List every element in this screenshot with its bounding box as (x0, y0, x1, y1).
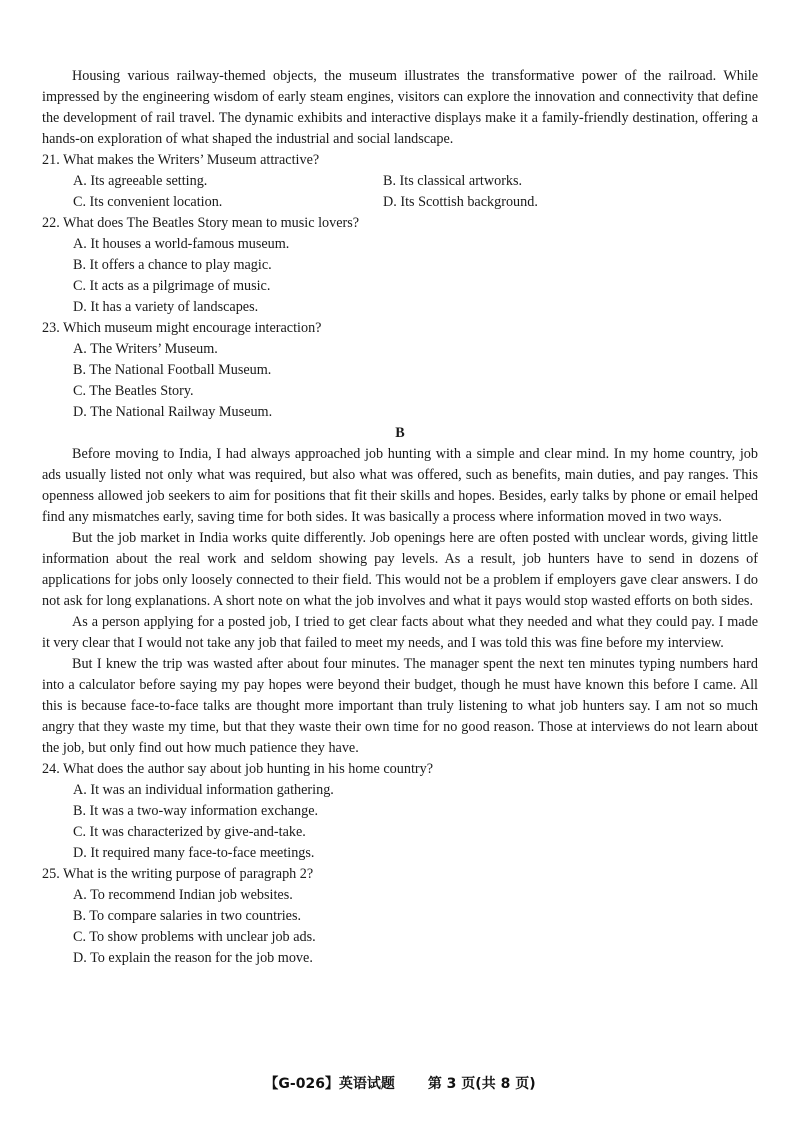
question-24-option-c: C. It was characterized by give-and-take. (73, 824, 306, 840)
passage-b-paragraph-4: But I knew the trip was wasted after about four minutes. The manager spent the next ten minutes typing numbers hard into a calculator before saying my pay hopes were beyond their budget, though he must have known this before I came. All this is because face-to-face talks are thought more important than truly listening to what job hunters say. I am not so much angry that they waste my time, but that they waste their own time for no good reason. Those at interviews do not learn about the job, but only find out how much patience they have. (42, 656, 758, 756)
question-25-option-b: B. To compare salaries in two countries. (73, 908, 302, 924)
question-25-option-c: C. To show problems with unclear job ads. (73, 929, 316, 945)
passage-b-paragraph-3: As a person applying for a posted job, I tried to get clear facts about what they needed and what they could pay. I made it very clear that I would not take any job that failed to meet my needs, and I was told this was fine before my interview. (42, 614, 758, 651)
question-21-options-row-1 (42, 171, 758, 192)
passage-b-paragraph-2: But the job market in India works quite differently. Job openings here are often posted with unclear words, giving little information about the real work and seldom showing pay levels. As a result, job hunters have to send in dozens of applications for jobs only loosely connected to their field. This would not be a problem if employers gave clear answers. I do not ask for long explanations. A short note on what the job involves and what it pays would stop wasted efforts on both sides. (42, 530, 758, 609)
question-23-option-a: A. The Writers’ Museum. (73, 341, 218, 357)
question-23-option-d: D. The National Railway Museum. (73, 404, 273, 420)
section-heading-b: B (395, 425, 405, 441)
question-21-option-a: A. Its agreeable setting. (73, 173, 208, 189)
question-21-option-d: D. Its Scottish background. (383, 194, 538, 210)
question-25-option-d: D. To explain the reason for the job move. (73, 950, 313, 966)
question-22-option-c: C. It acts as a pilgrimage of music. (73, 278, 271, 294)
intro-paragraph: Housing various railway-themed objects, the museum illustrates the transformative power of the railroad. While impressed by the engineering wisdom of early steam engines, visitors can explore the innovation and connectivity that define the development of rail travel. The dynamic exhibits and interactive displays make it a family-friendly destination, offering a hands-on exploration of what shaped the industrial and social landscape. (42, 68, 758, 147)
question-25-stem: 25. What is the writing purpose of paragraph 2? (42, 866, 314, 882)
page-footer (0, 1073, 800, 1093)
question-24-option-d: D. It required many face-to-face meetings. (73, 845, 315, 861)
question-24-option-b: B. It was a two-way information exchange. (73, 803, 319, 819)
question-21-option-c: C. Its convenient location. (73, 194, 223, 210)
page-number: 第 3 页(共 8 页) (427, 1076, 536, 1092)
exam-code: 【G-026】英语试题 (264, 1076, 395, 1092)
question-22-option-a: A. It houses a world-famous museum. (73, 236, 290, 252)
question-25-option-a: A. To recommend Indian job websites. (73, 887, 293, 903)
question-24-option-a: A. It was an individual information gathering. (73, 782, 334, 798)
question-24-stem: 24. What does the author say about job hunting in his home country? (42, 761, 434, 777)
question-21-options-row-2 (42, 192, 758, 213)
question-22-option-b: B. It offers a chance to play magic. (73, 257, 272, 273)
question-21-stem: 21. What makes the Writers’ Museum attractive? (42, 152, 320, 168)
question-23-option-b: B. The National Football Museum. (73, 362, 272, 378)
passage-b-paragraph-1: Before moving to India, I had always approached job hunting with a simple and clear mind. In my home country, job ads usually listed not only what was required, but also what was offered, such as benefits, main duties, and pay ranges. This openness allowed job seekers to aim for positions that fit their skills and hopes. Besides, early talks by phone or email helped find any mismatches early, saving time for both sides. It was basically a process where information moved in two ways. (42, 446, 758, 525)
exam-page (42, 66, 758, 969)
question-22-option-d: D. It has a variety of landscapes. (73, 299, 259, 315)
question-23-stem: 23. Which museum might encourage interaction? (42, 320, 322, 336)
question-21-option-b: B. Its classical artworks. (383, 173, 523, 189)
question-23-option-c: C. The Beatles Story. (73, 383, 194, 399)
question-22-stem: 22. What does The Beatles Story mean to music lovers? (42, 215, 360, 231)
